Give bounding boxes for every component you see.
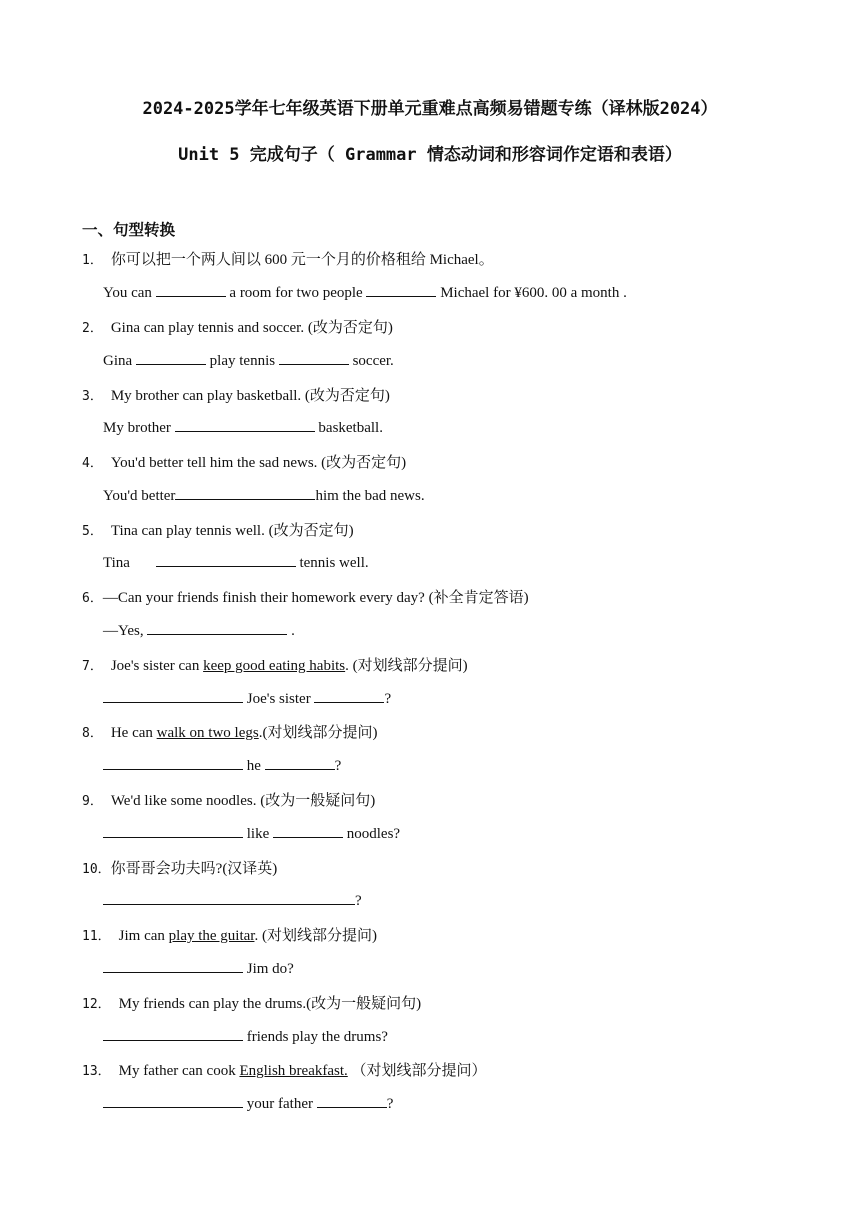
question-9 [82,789,375,810]
answer-line-4 [103,485,425,505]
answer-text: Tina [103,555,130,571]
answer-blank[interactable] [175,485,315,500]
answer-line-9 [103,823,400,843]
answer-blank[interactable] [317,1093,387,1108]
answer-blank[interactable] [103,755,243,770]
answer-blank[interactable] [147,620,287,635]
question-11 [82,924,377,945]
answer-line-7 [103,688,391,708]
question-number: 2． [82,321,103,336]
question-text: 你哥哥会功夫吗?(汉译英) [110,861,278,877]
answer-line-6 [103,620,295,640]
question-text: We'd like some noodles. (改为一般疑问句) [110,793,376,809]
answer-blank[interactable] [103,958,243,973]
answer-text: friends play the drums? [246,1029,388,1045]
answer-blank[interactable] [103,823,243,838]
question-4 [82,451,406,472]
question-text: Jim can [118,928,169,944]
question-text: （对划线部分提问） [347,1063,487,1079]
answer-blank[interactable] [156,552,296,567]
answer-text: Gina [103,353,133,369]
question-8 [82,721,377,742]
answer-text: like [246,826,270,842]
question-10 [82,857,277,878]
answer-blank[interactable] [265,755,335,770]
answer-line-13 [103,1093,393,1113]
answer-text: noodles? [346,826,401,842]
section-heading: 一、句型转换 [82,221,176,239]
question-text: .(对划线部分提问) [258,725,378,741]
answer-blank[interactable] [175,417,315,432]
answer-text: You'd better [103,488,176,504]
question-12 [82,992,421,1013]
question-number: 4． [82,456,103,471]
question-number: 1． [82,253,103,268]
question-1 [82,248,494,269]
question-text: . (对划线部分提问) [345,658,468,674]
answer-text: play tennis [209,353,276,369]
question-3 [82,384,390,405]
answer-text: basketball. [318,420,383,436]
answer-blank[interactable] [366,282,436,297]
answer-line-2 [103,350,394,370]
answer-text: ? [384,691,392,707]
question-number: 8． [82,726,103,741]
underlined-phrase: play the guitar [168,928,255,944]
question-6 [82,586,529,607]
answer-text: soccer. [352,353,394,369]
question-text: 你可以把一个两人间以 600 元一个月的价格租给 Michael。 [110,252,494,268]
answer-line-11 [103,958,294,978]
question-number: 5． [82,524,103,539]
answer-blank[interactable] [279,350,349,365]
question-text: My friends can play the drums.(改为一般疑问句) [118,996,422,1012]
answer-blank[interactable] [156,282,226,297]
answer-text: ? [386,1096,394,1112]
answer-blank[interactable] [103,890,355,905]
question-number: 13． [82,1064,111,1079]
question-7 [82,654,468,675]
question-13 [82,1059,487,1080]
answer-text: Michael for ¥600. 00 a month . [440,285,627,301]
answer-text: Joe's sister [246,691,311,707]
question-number: 12． [82,997,111,1012]
answer-text: . [291,623,295,639]
document-title: 2024-2025学年七年级英语下册单元重难点高频易错题专练（译林版2024） [142,99,718,119]
question-text: You'd better tell him the sad news. (改为否定句) [110,455,407,471]
answer-text: he [246,758,261,774]
question-number: 7． [82,659,103,674]
question-number: 6． [82,591,103,606]
answer-text: your father [246,1096,313,1112]
answer-text: a room for two people [229,285,363,301]
question-text: My father can cook [118,1063,240,1079]
answer-blank[interactable] [103,688,243,703]
answer-line-8 [103,755,341,775]
answer-text: ? [334,758,342,774]
question-text: Gina can play tennis and soccer. (改为否定句) [110,320,393,336]
answer-line-5 [103,552,369,572]
answer-blank[interactable] [103,1026,243,1041]
answer-text: You can [103,285,152,301]
question-text: . (对划线部分提问) [254,928,377,944]
question-text: My brother can play basketball. (改为否定句) [110,388,390,404]
answer-line-12 [103,1026,388,1046]
question-number: 11． [82,929,111,944]
answer-blank[interactable] [136,350,206,365]
answer-text: My brother [103,420,171,436]
underlined-phrase: keep good eating habits [203,658,346,674]
question-text: —Can your friends finish their homework every day? (补全肯定答语) [102,590,529,606]
answer-text: ? [355,893,362,909]
underlined-phrase: English breakfast. [239,1063,348,1079]
answer-text: —Yes, [103,623,144,639]
question-number: 9． [82,794,103,809]
question-number: 3． [82,389,103,404]
question-text: Tina can play tennis well. (改为否定句) [110,523,354,539]
answer-text: Jim do? [246,961,294,977]
question-5 [82,519,354,540]
document-subtitle: Unit 5 完成句子（ Grammar 情态动词和形容词作定语和表语） [178,145,682,165]
answer-text: him the bad news. [315,488,425,504]
question-2 [82,316,393,337]
underlined-phrase: walk on two legs [156,725,259,741]
question-number: 10． [82,862,111,877]
answer-blank[interactable] [103,1093,243,1108]
answer-text: tennis well. [299,555,369,571]
answer-blank[interactable] [273,823,343,838]
answer-line-1 [103,282,627,302]
question-text: Joe's sister can [110,658,204,674]
answer-line-3 [103,417,383,437]
question-text: He can [110,725,157,741]
answer-line-10 [103,890,362,910]
answer-blank[interactable] [314,688,384,703]
